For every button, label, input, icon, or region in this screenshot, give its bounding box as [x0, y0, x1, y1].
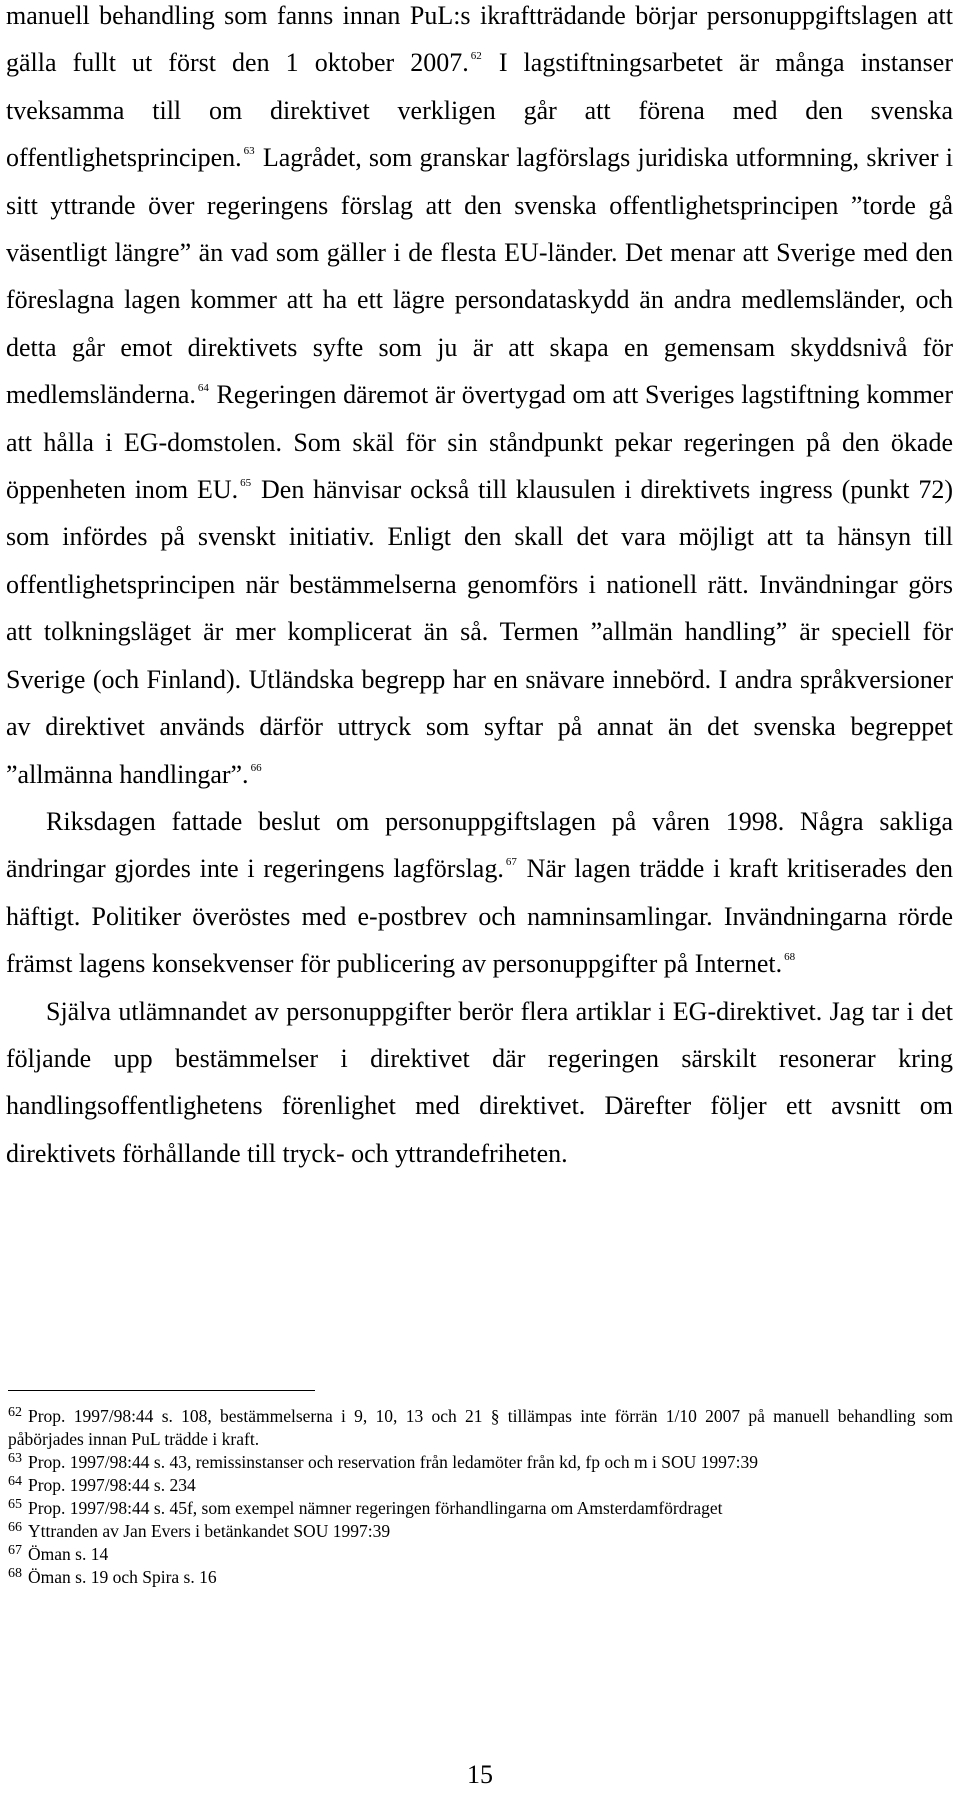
- footnote-number: 65: [8, 1497, 22, 1512]
- footnote-reference: 63: [243, 145, 255, 158]
- footnotes: [8, 1405, 953, 1589]
- footnote: [8, 1543, 953, 1566]
- paragraph-text: Den hänvisar också till klausulen i direktivets ingress (punkt 72) som infördes på svenskt initiativ. Enligt den skall det vara möjligt att ta hänsyn till offentlighetsprincipen när bestämmelserna genomförs i nationell rätt. Invändningar görs att tolkningsläget är mer komplicerat än så. Termen ”allmän handling” är speciell för Sverige (och Finland). Utländska begrepp har en snävare innebörd. I andra språkversioner av direktivet används därför uttryck som syftar på annat än det svenska begreppet ”allmänna handlingar”.: [6, 475, 953, 789]
- footnote-text: Yttranden av Jan Evers i betänkandet SOU 1997:39: [28, 1521, 391, 1541]
- footnote: [8, 1474, 953, 1497]
- paragraph-text: manuell behandling som fanns innan PuL:s ikraftträdande börjar personuppgiftslagen att gälla fullt ut först den 1 oktober 2007.: [6, 1, 953, 78]
- footnote-text: Prop. 1997/98:44 s. 43, remissinstanser och reservation från ledamöter från kd, fp och m i SOU 1997:39: [28, 1452, 759, 1472]
- footnote-reference: 62: [470, 50, 482, 63]
- footnote-reference: 66: [250, 761, 262, 774]
- paragraph: [6, 0, 953, 798]
- paragraph-text: Regeringen däremot är övertygad om att Sveriges lagstiftning kommer att hålla i EG-domstolen. Som skäl för sin ståndpunkt pekar regeringen på den ökade öppenheten inom EU.: [6, 380, 953, 505]
- footnote-number: 68: [8, 1566, 22, 1581]
- footnote: [8, 1451, 953, 1474]
- footnote-number: 64: [8, 1474, 22, 1489]
- footnote-number: 66: [8, 1520, 22, 1535]
- footnote-number: 67: [8, 1543, 22, 1558]
- footnote-text: Prop. 1997/98:44 s. 108, bestämmelserna i 9, 10, 13 och 21 § tillämpas inte förrän 1/10 2007 på manuell behandling som påbörjades innan PuL trädde i kraft.: [8, 1406, 953, 1449]
- footnote-number: 63: [8, 1451, 22, 1466]
- footnote-number: 62: [8, 1405, 22, 1420]
- footnote-text: Prop. 1997/98:44 s. 45f, som exempel nämner regeringen förhandlingarna om Amsterdamfördraget: [28, 1498, 723, 1518]
- paragraph-text: Själva utlämnandet av personuppgifter berör flera artiklar i EG-direktivet. Jag tar i det följande upp bestämmelser i direktivet där regeringen särskilt resonerar kring handlingsoffentlighetens förenlighet med direktivet. Därefter följer ett avsnitt om direktivets förhållande till tryck- och yttrandefriheten.: [6, 996, 953, 1168]
- page-number: 15: [467, 1760, 493, 1789]
- paragraph-text: Riksdagen fattade beslut om personuppgiftslagen på våren 1998. Några sakliga ändringar gjordes inte i regeringens lagförslag.: [6, 806, 953, 884]
- footnote-text: Öman s. 14: [28, 1544, 109, 1564]
- footnote-reference: 68: [784, 951, 796, 964]
- footnote: [8, 1497, 953, 1520]
- paragraph: [6, 988, 953, 1178]
- footnote-text: Prop. 1997/98:44 s. 234: [28, 1475, 196, 1495]
- paragraph: [6, 798, 953, 988]
- footnote-separator: [8, 1390, 315, 1391]
- footnote-text: Öman s. 19 och Spira s. 16: [28, 1567, 217, 1587]
- paragraph-text: I lagstiftningsarbetet är många instanser tveksamma till om direktivet verkligen går att förena med den svenska offentlighetsprincipen.: [6, 48, 953, 173]
- paragraph-text: När lagen trädde i kraft kritiserades den häftigt. Politiker överöstes med e-postbrev och namninsamlingar. Invändningarna rörde främst lagens konsekvenser för publicering av personuppgifter på Internet.: [6, 854, 953, 979]
- footnote-reference: 64: [197, 382, 209, 395]
- footnote: [8, 1405, 953, 1451]
- footnote: [8, 1520, 953, 1543]
- body-text: [6, 0, 953, 1177]
- footnote-reference: 67: [505, 856, 517, 869]
- footnote-reference: 65: [240, 477, 252, 490]
- footnote: [8, 1566, 953, 1589]
- paragraph-text: Lagrådet, som granskar lagförslags juridiska utformning, skriver i sitt yttrande över regeringens förslag att den svenska offentlighetsprincipen ”torde gå väsentligt längre” än vad som gäller i de flesta EU-länder. Det menar att Sverige med den föreslagna lagen kommer att ha ett lägre persondataskydd än andra medlemsländer, och detta går emot direktivets syfte som ju är att skapa en gemensam skyddsnivå för medlemsländerna.: [6, 143, 953, 410]
